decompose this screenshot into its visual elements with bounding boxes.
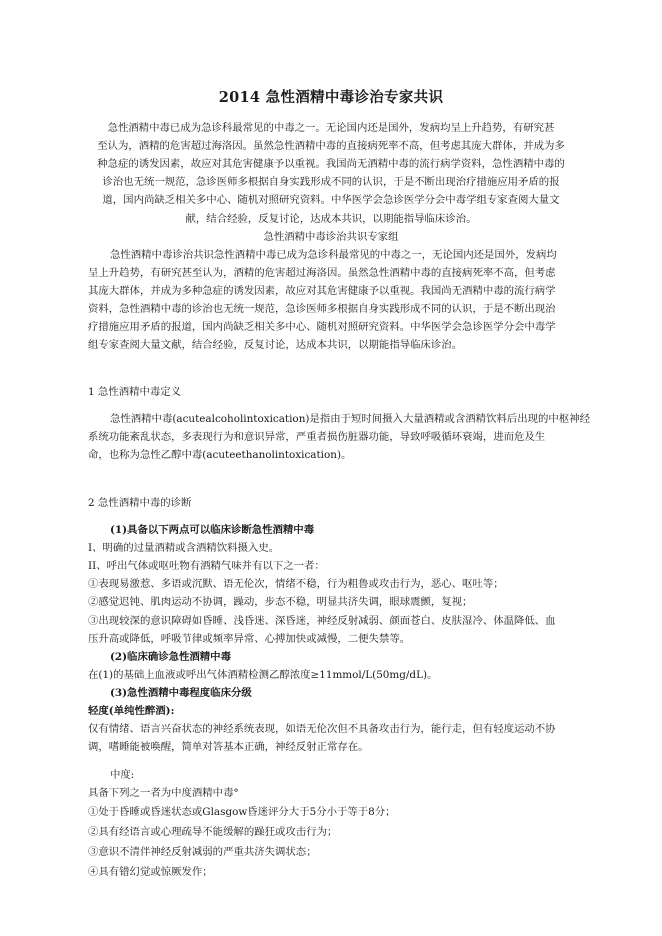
section-1-line: 命，也称为急性乙醇中毒(acuteethanolintoxication)。 bbox=[88, 449, 352, 461]
abstract-line: 至认为，酒精的危害超过海洛因。虽然急性酒精中毒的直接病死率不高，但考虑其庞大群体，并成为多 bbox=[97, 140, 565, 152]
abstract-line: 种急症的诱发因素，故应对其危害健康予以重视。我国尚无酒精中毒的流行病学资料，急性酒精中毒的 bbox=[97, 158, 565, 170]
expert-group-label: 急性酒精中毒诊治共识专家组 bbox=[263, 231, 399, 243]
intro-line: 呈上升趋势，有研究甚至认为，酒精的危害超过海洛因。虽然急性酒精中毒的直接病死率不高，但考虑 bbox=[88, 267, 556, 279]
grade-heading-moderate: 中度: bbox=[110, 769, 135, 781]
grade-text: 调，嗜睡能被唤醒，简单对答基本正确，神经反射正常存在。 bbox=[88, 741, 369, 753]
abstract-line: 急性酒精中毒已成为急诊科最常见的中毒之一。无论国内还是国外，发病均呈上升趋势，有研究甚 bbox=[107, 122, 555, 134]
intro-line: 资料，急性酒精中毒的诊治也无统一规范，急诊医师多根据自身实践形成不同的认识，于是不断出现治 bbox=[88, 303, 556, 315]
section-2-heading: 2 急性酒精中毒的诊断 bbox=[88, 497, 192, 509]
subsection-heading: (2)临床确诊急性酒精中毒 bbox=[110, 651, 231, 663]
abstract-line: 献，结合经验，反复讨论，达成本共识，以期能指导临床诊治。 bbox=[185, 213, 477, 225]
subsection-heading: (3)急性酒精中毒程度临床分级 bbox=[110, 687, 252, 699]
symptom-item: 压升高或降低，呼吸节律或频率异常、心搏加快或减慢，二便失禁等。 bbox=[88, 633, 411, 645]
grade-item: ③意识不清伴神经反射减弱的严重共济失调状态； bbox=[88, 846, 317, 858]
criterion-item: I、明确的过量酒精或含酒精饮料摄入史。 bbox=[88, 542, 280, 554]
grade-item: ④具有错幻觉或惊厥发作； bbox=[88, 866, 213, 878]
grade-intro: 具备下列之一者为中度酒精中毒° bbox=[88, 787, 239, 799]
section-1-heading: 1 急性酒精中毒定义 bbox=[88, 386, 182, 398]
subsection-heading: (1)具备以下两点可以临床诊断急性酒精中毒 bbox=[110, 524, 315, 536]
intro-line: 急性酒精中毒诊治共识急性酒精中毒已成为急诊科最常见的中毒之一，无论国内还是国外，发病均 bbox=[110, 249, 557, 261]
grade-item: ②具有经语言或心理疏导不能缓解的躁狂或攻击行为； bbox=[88, 826, 338, 838]
abstract-line: 道，国内尚缺乏相关多中心、随机对照研究资料。中华医学会急诊医学分会中毒学组专家查阅大量文 bbox=[102, 194, 560, 206]
grade-heading-mild: 轻度(单纯性醉酒): bbox=[88, 705, 175, 717]
document-title: 2014 急性酒精中毒诊治专家共识 bbox=[218, 89, 444, 106]
grade-text: 仅有情绪、语言兴奋状态的神经系统表现，如语无伦次但不具备攻击行为，能行走，但有轻度运动不协 bbox=[88, 723, 556, 735]
intro-line: 组专家查阅大量文献，结合经验，反复讨论，达成本共识，以期能指导临床诊治。 bbox=[88, 339, 463, 351]
symptom-item: ①表现易激惹、多语或沉默、语无伦次，情绪不稳，行为粗鲁或攻击行为，恶心、呕吐等； bbox=[88, 578, 504, 590]
grade-item: ①处于昏睡或昏迷状态或Glasgow昏迷评分大于5分小于等于8分； bbox=[88, 806, 396, 818]
intro-line: 疗措施应用矛盾的报道，国内尚缺乏相关多中心、随机对照研究资料。中华医学会急诊医学分会中毒学 bbox=[88, 321, 556, 333]
criterion-item: II、呼出气体或呕吐物有酒精气味并有以下之一者： bbox=[88, 560, 325, 572]
intro-line: 其庞大群体，并成为多种急症的诱发因素，故应对其危害健康予以重视。我国尚无酒精中毒的流行病学 bbox=[88, 285, 556, 297]
abstract-line: 诊治也无统一规范，急诊医师多根据自身实践形成不同的认识，于是不断出现治疗措施应用矛盾的报 bbox=[102, 176, 560, 188]
symptom-item: ②感觉迟钝、肌肉运动不协调，躁动，步态不稳，明显共济失调，眼球震颤，复视； bbox=[88, 596, 473, 608]
symptom-item: ③出现较深的意识障碍如昏睡、浅昏迷、深昏迷，神经反射减弱、颜面苍白、皮肤湿冷、体温降低、血 bbox=[88, 615, 556, 627]
section-1-line: 急性酒精中毒(acutealcoholintoxication)是指由于短时间摄入大量酒精或含酒精饮料后出现的中枢神经 bbox=[110, 413, 590, 425]
diagnosis-text: 在(1)的基础上血液或呼出气体酒精检测乙醇浓度≥11mmol/L(50mg/dL)。 bbox=[88, 669, 438, 681]
section-1-line: 系统功能紊乱状态，多表现行为和意识异常，严重者损伤脏器功能，导致呼吸循环衰竭，进而危及生 bbox=[88, 431, 546, 443]
